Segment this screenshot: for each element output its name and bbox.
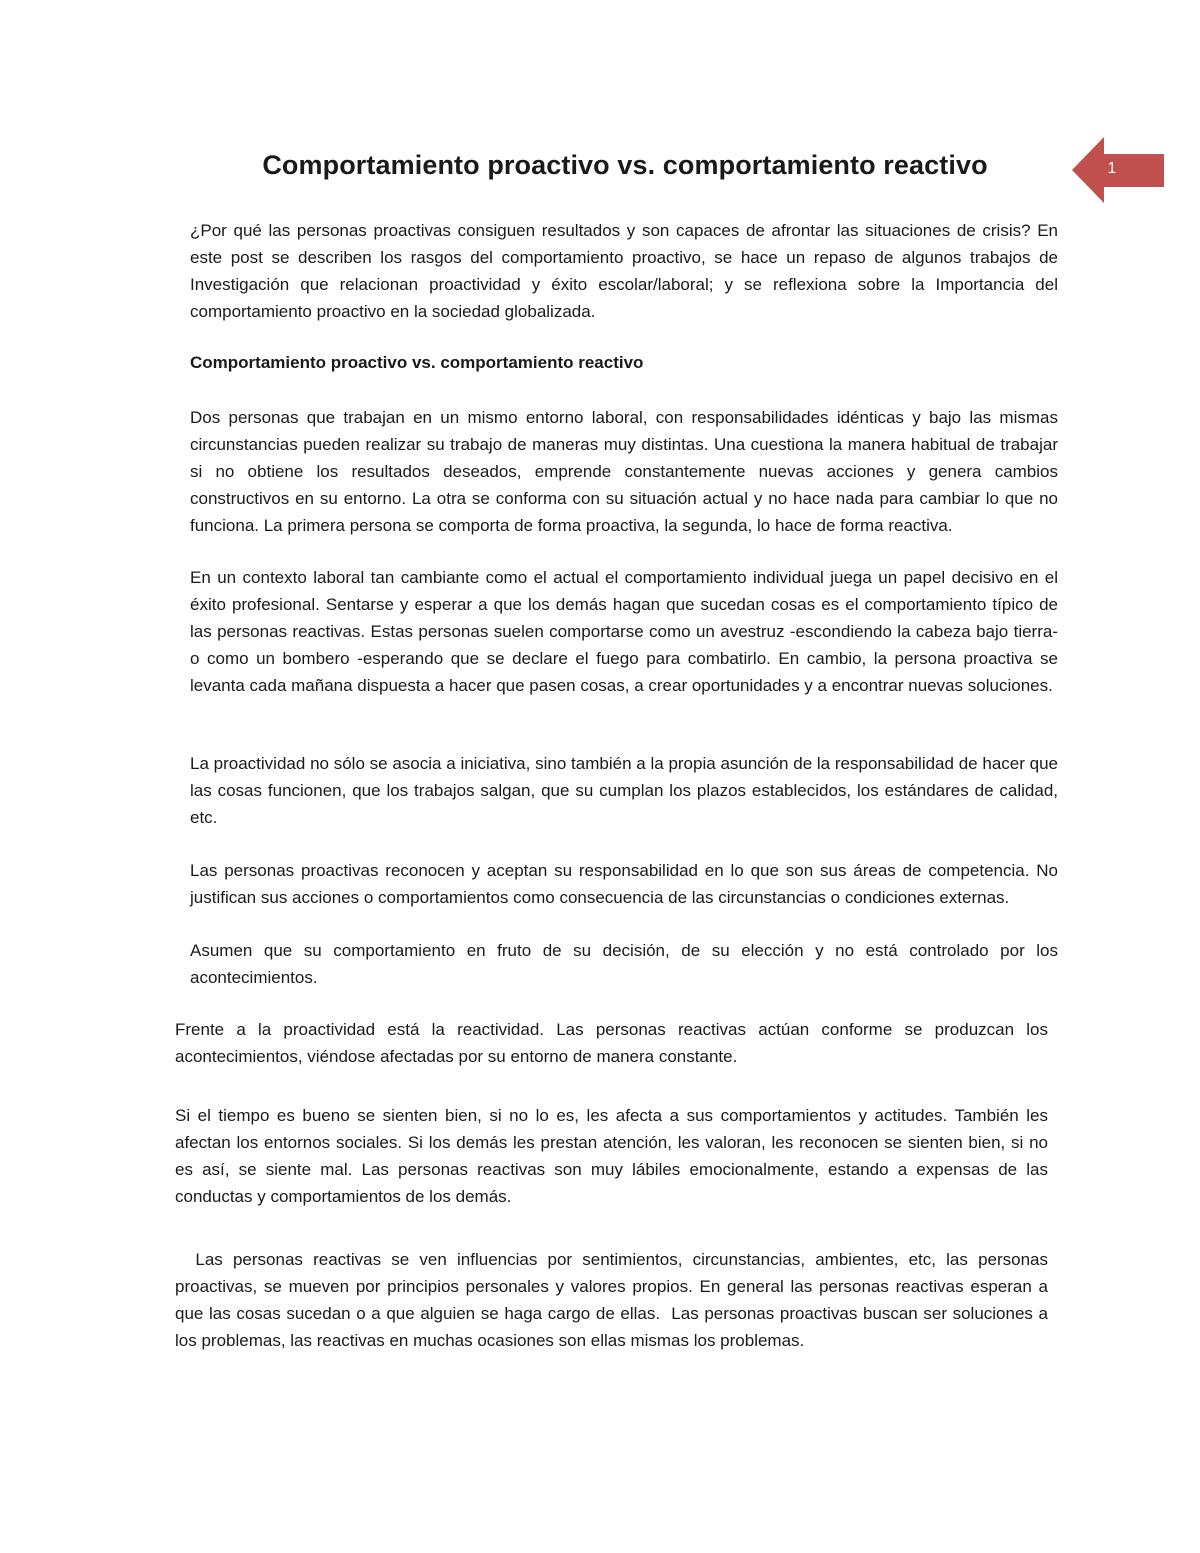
body-paragraph: Las personas proactivas reconocen y aceptan su responsabilidad en lo que son sus áreas de competencia. No justifican sus acciones o comportamientos como consecuencia de las circunstancias o condiciones externas. — [190, 861, 1058, 907]
body-paragraph: En un contexto laboral tan cambiante como el actual el comportamiento individual juega un papel decisivo en el éxito profesional. Sentarse y esperar a que los demás hagan que sucedan cosas es el comportamiento típico de las personas reactivas. Estas personas suelen comportarse como un avestruz -escondiendo la cabeza bajo tierra- o como un bombero -esperando que se declare el fuego para combatirlo. En cambio, la persona proactiva se levanta cada mañana dispuesta a hacer que pasen cosas, a crear oportunidades y a encontrar nuevas soluciones. — [190, 568, 1058, 695]
page-number-badge — [1072, 137, 1164, 203]
page-number: 1 — [1107, 160, 1117, 177]
body-paragraph: Asumen que su comportamiento en fruto de su decisión, de su elección y no está controlado por los acontecimientos. — [190, 941, 1058, 987]
body-paragraph: Frente a la proactividad está la reactividad. Las personas reactivas actúan conforme se produzcan los acontecimientos, viéndose afectadas por su entorno de manera constante. — [175, 1020, 1048, 1066]
intro-paragraph: ¿Por qué las personas proactivas consiguen resultados y son capaces de afrontar las situaciones de crisis? En este post se describen los rasgos del comportamiento proactivo, se hace un repaso de algunos trabajos de Investigación que relacionan proactividad y éxito escolar/laboral; y se reflexiona sobre la Importancia del comportamiento proactivo en la sociedad globalizada. — [190, 221, 1058, 321]
body-paragraph: Las personas reactivas se ven influencias por sentimientos, circunstancias, ambientes, etc, las personas proactivas, se mueven por principios personales y valores propios. En general las personas reactivas esperan a que las cosas sucedan o a que alguien se haga cargo de ellas. Las personas proactivas buscan ser soluciones a los problemas, las reactivas en muchas ocasiones son ellas mismas los problemas. — [175, 1250, 1053, 1350]
body-paragraph: Dos personas que trabajan en un mismo entorno laboral, con responsabilidades idénticas y bajo las mismas circunstancias pueden realizar su trabajo de maneras muy distintas. Una cuestiona la manera habitual de trabajar si no obtiene los resultados deseados, emprende constantemente nuevas acciones y genera cambios constructivos en su entorno. La otra se conforma con su situación actual y no hace nada para cambiar lo que no funciona. La primera persona se comporta de forma proactiva, la segunda, lo hace de forma reactiva. — [190, 408, 1058, 535]
body-paragraph: La proactividad no sólo se asocia a iniciativa, sino también a la propia asunción de la responsabilidad de hacer que las cosas funcionen, que los trabajos salgan, que su cumplan los plazos establecidos, los estándares de calidad, etc. — [190, 754, 1058, 827]
page-title: Comportamiento proactivo vs. comportamiento reactivo — [262, 150, 988, 180]
section-heading: Comportamiento proactivo vs. comportamiento reactivo — [190, 353, 644, 372]
body-paragraph: Si el tiempo es bueno se sienten bien, si no lo es, les afecta a sus comportamientos y actitudes. También les afectan los entornos sociales. Si los demás les prestan atención, les valoran, les reconocen se sienten bien, si no es así, se siente mal. Las personas reactivas son muy lábiles emocionalmente, estando a expensas de las conductas y comportamientos de los demás. — [175, 1106, 1048, 1206]
